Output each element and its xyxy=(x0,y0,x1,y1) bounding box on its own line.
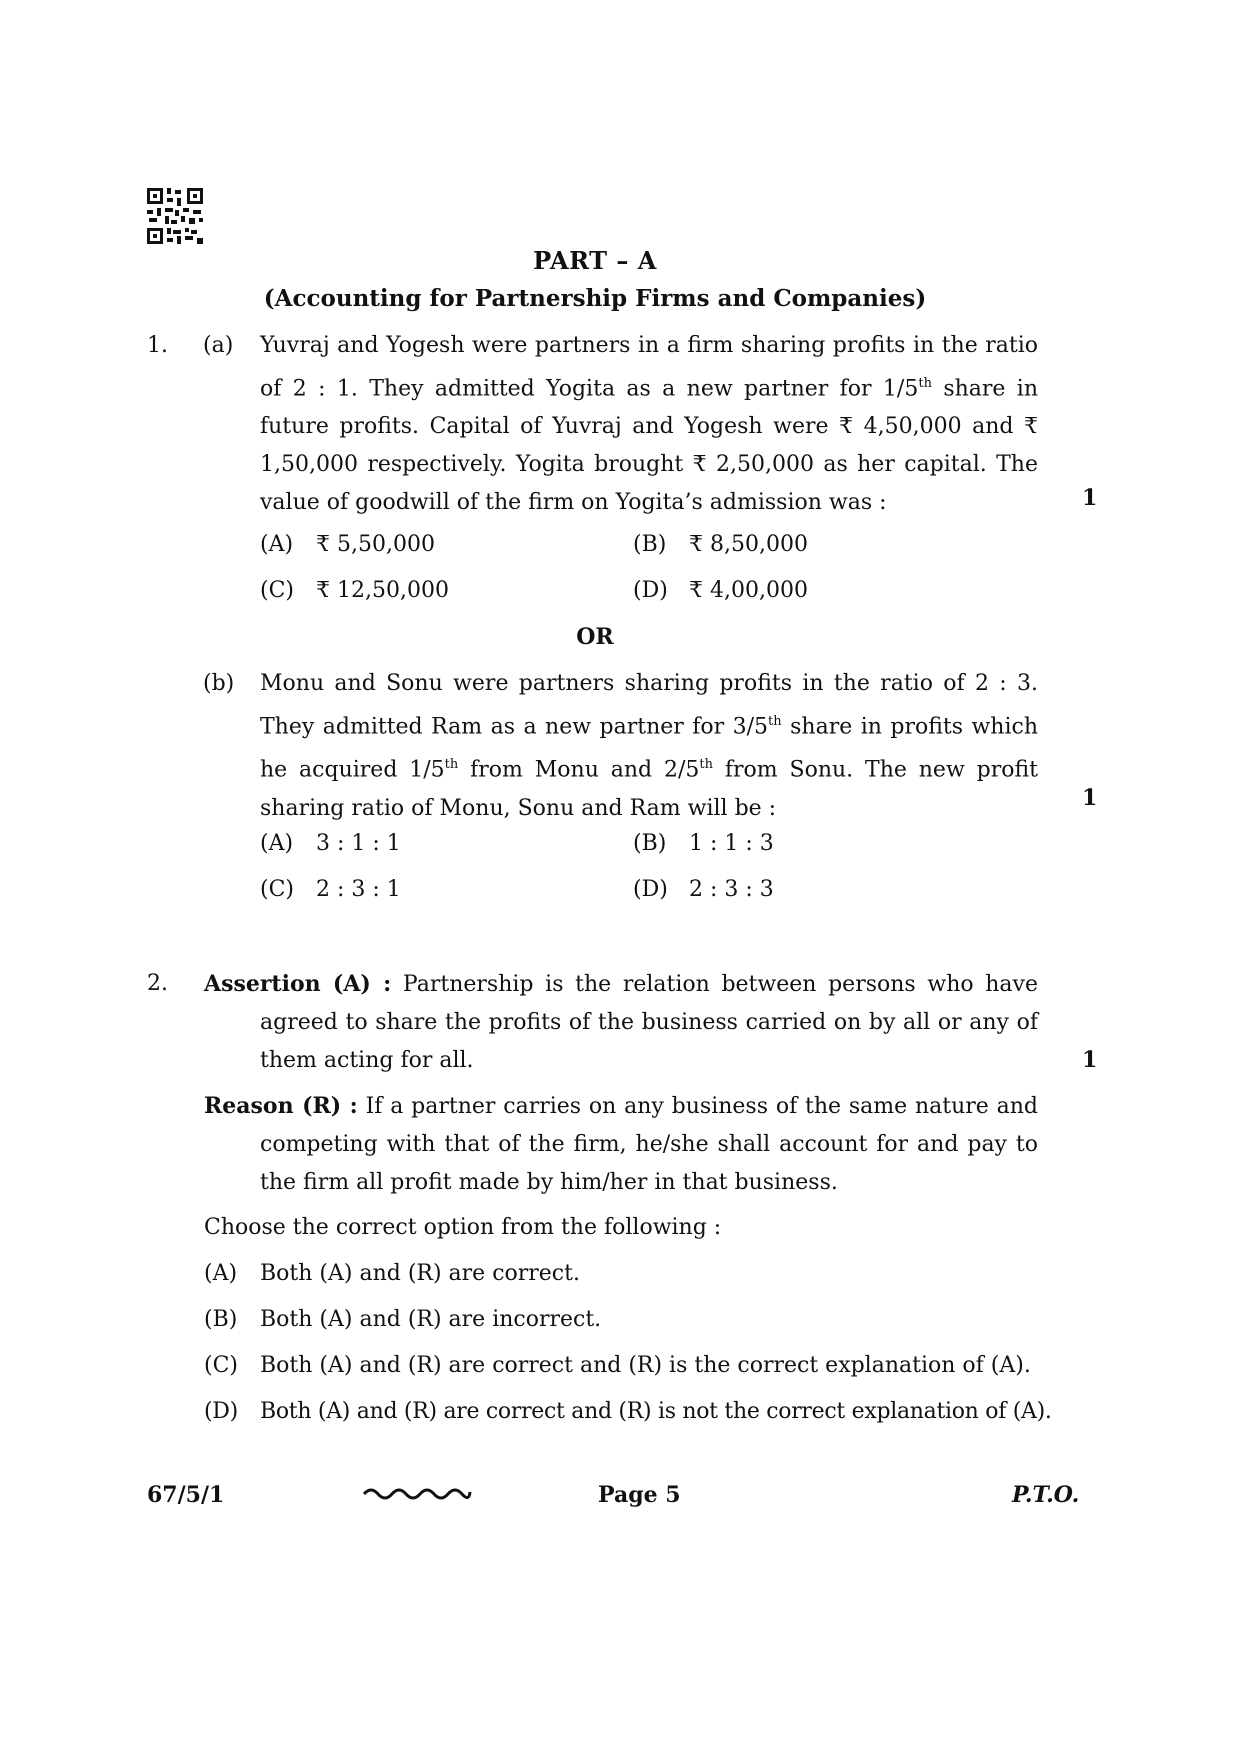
option: (B) ₹ 8,50,000 xyxy=(633,532,808,557)
marks: 1 xyxy=(1082,1047,1098,1073)
marks: 1 xyxy=(1082,485,1098,511)
question-text: Yuvraj and Yogesh were partners in a firm sharing profits in the ratio of 2 : 1. They admitted Yogita as a new partner for 1/5th share in future profits. Capital of Yuvraj and Yogesh were ₹ 4,50,000 and ₹ 1,50,000 respectively. Yogita brought ₹ 2,50,000 as her capital. The value of goodwill of the firm on Yogita’s admission was : xyxy=(260,333,1038,516)
qr-code xyxy=(147,188,203,244)
part-subtitle: (Accounting for Partnership Firms and Companies) xyxy=(263,285,927,312)
question-number: 1. xyxy=(147,333,168,358)
option: (B) 1 : 1 : 3 xyxy=(633,831,774,856)
option: (C) ₹ 12,50,000 xyxy=(260,578,449,603)
wave-decoration xyxy=(362,1486,472,1502)
question-number: 2. xyxy=(147,971,168,996)
option: (D) Both (A) and (R) are correct and (R) is not the correct explanation of (A). xyxy=(204,1399,1052,1424)
instruction: Choose the correct option from the following : xyxy=(204,1215,722,1240)
question-text: Monu and Sonu were partners sharing profits in the ratio of 2 : 3. They admitted Ram as a new partner for 3/5th share in profits which he acquired 1/5th from Monu and 2/5th from Sonu. The new profit sharing ratio of Monu, Sonu and Ram will be : xyxy=(260,671,1039,821)
page-number: Page 5 xyxy=(598,1482,681,1508)
option: (A) 3 : 1 : 1 xyxy=(260,831,401,856)
option: (B) Both (A) and (R) are incorrect. xyxy=(204,1307,602,1332)
option: (D) ₹ 4,00,000 xyxy=(633,578,808,603)
pto: P.T.O. xyxy=(1012,1482,1080,1508)
part-title: PART – A xyxy=(533,246,657,275)
reason: Reason (R) : If a partner carries on any business of the same nature and competing with that of the firm, he/she shall account for and pay to the firm all profit made by him/her in that business. xyxy=(204,1093,1038,1195)
option: (D) 2 : 3 : 3 xyxy=(633,877,774,902)
marks: 1 xyxy=(1082,785,1098,811)
or-separator: OR xyxy=(576,624,614,650)
option: (C) 2 : 3 : 1 xyxy=(260,877,401,902)
subpart-label: (a) xyxy=(203,333,234,358)
subpart-label: (b) xyxy=(203,671,235,696)
assertion: Assertion (A) : Partnership is the relation between persons who have agreed to share the profits of the business carried on by all or any of them acting for all. xyxy=(204,971,1038,1073)
paper-code: 67/5/1 xyxy=(147,1482,225,1508)
option: (C) Both (A) and (R) are correct and (R) is the correct explanation of (A). xyxy=(204,1353,1031,1378)
option: (A) ₹ 5,50,000 xyxy=(260,532,435,557)
option: (A) Both (A) and (R) are correct. xyxy=(204,1261,580,1286)
